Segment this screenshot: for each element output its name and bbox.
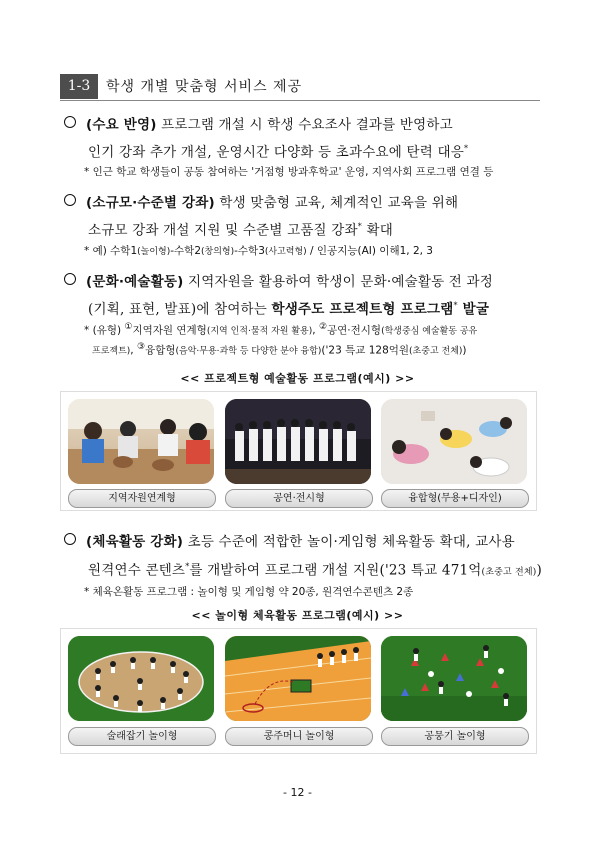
figure-1-caption: << 프로젝트형 예술활동 프로그램(예시) >> xyxy=(180,372,415,385)
bullet-circle-icon xyxy=(64,273,76,285)
illustration-ball-game xyxy=(381,636,527,721)
item-1-heading: (수요 반영) xyxy=(86,117,157,133)
item-2-footnote-mark: * xyxy=(357,222,362,231)
item-3-note-2: 프로젝트), ③융합형(음악·무용·과학 등 다양한 분야 융합)('23 특교 128억원(초중고 전체)) xyxy=(92,342,467,357)
item-1-footnote-mark: * xyxy=(463,144,469,153)
item-4-text: 초등 수준에 적합한 놀이·게임형 체육활동 확대, 교사용 xyxy=(183,534,515,550)
figure-1-label-2: 공연·전시형 xyxy=(225,489,373,508)
figure-2-label-2: 콩주머니 놀이형 xyxy=(225,727,373,746)
item-3-line-2: (기획, 표현, 발표)에 참여하는 학생주도 프로젝트형 프로그램* 발굴 xyxy=(88,301,490,318)
item-3-heading: (문화·예술활동) xyxy=(86,274,184,290)
item-1-text-2: 인기 강좌 추가 개설, 운영시간 다양화 등 초과수요에 탄력 대응 xyxy=(88,144,464,161)
bullet-circle-icon xyxy=(64,533,76,545)
item-3-line-1 xyxy=(64,270,493,294)
item-1-line-2 xyxy=(88,137,468,165)
item-4-line-1 xyxy=(64,530,515,554)
item-2-text-end: 확대 xyxy=(361,222,393,239)
figure-2-caption: << 놀이형 체육활동 프로그램(예시) >> xyxy=(191,609,404,622)
figure-2-label-3: 공뭉기 놀이형 xyxy=(381,727,529,746)
illustration-tag-game xyxy=(68,636,214,721)
item-2-text: 학생 맞춤형 교육, 체계적인 교육을 위해 xyxy=(214,195,459,211)
photo-fusion xyxy=(381,399,527,484)
photo-performance xyxy=(225,399,371,484)
item-3-text: 지역자원을 활용하여 학생이 문화·예술활동 전 과정 xyxy=(183,274,494,290)
item-1-line-1 xyxy=(64,113,453,137)
section-divider xyxy=(60,100,540,101)
item-2-note: * 예) 수학1(놀이형)-수학2(창의형)-수학3(사고력형) / 인공지능(AI) 이해1, 2, 3 xyxy=(84,245,433,257)
item-1-text: 프로그램 개설 시 학생 수요조사 결과를 반영하고 xyxy=(156,117,453,133)
item-2-text-2: 소규모 강좌 개설 지원 및 수준별 고품질 강좌 xyxy=(88,222,358,239)
section-title: 학생 개별 맞춤형 서비스 제공 xyxy=(106,79,303,95)
bullet-circle-icon xyxy=(64,116,76,128)
figure-1-label-1: 지역자원연계형 xyxy=(68,489,216,508)
bullet-circle-icon xyxy=(64,194,76,206)
item-4-line-2: 원격연수 콘텐츠*를 개발하여 프로그램 개설 지원('23 특교 471억(초중고 전체)) xyxy=(88,562,542,579)
photo-local-resource xyxy=(68,399,214,484)
item-3-highlight: 학생주도 프로젝트형 프로그램 xyxy=(271,301,454,318)
item-4-note: * 체육온활동 프로그램 : 놀이형 및 게임형 약 20종, 원격연수콘텐츠 2종 xyxy=(84,586,414,598)
figure-1-label-3: 융합형(무용+디자인) xyxy=(381,489,529,508)
page-number: - 12 - xyxy=(283,786,312,799)
item-2-line-1 xyxy=(64,191,458,215)
section-number: 1-3 xyxy=(60,74,98,99)
figure-2-label-1: 술래잡기 놀이형 xyxy=(68,727,216,746)
illustration-beanbag-game xyxy=(225,636,371,721)
item-2-heading: (소규모·수준별 강좌) xyxy=(86,195,215,211)
item-1-note: * 인근 학교 학생들이 공동 참여하는 '거점형 방과후학교' 운영, 지역사회 프로그램 연결 등 xyxy=(84,166,494,178)
item-4-heading: (체육활동 강화) xyxy=(86,534,184,550)
item-2-line-2 xyxy=(88,215,393,243)
item-3-note-1: * (유형) ①지역자원 연계형(지역 인적·물적 자원 활용), ②공연·전시형(학생중심 예술활동 공유 xyxy=(84,322,478,337)
